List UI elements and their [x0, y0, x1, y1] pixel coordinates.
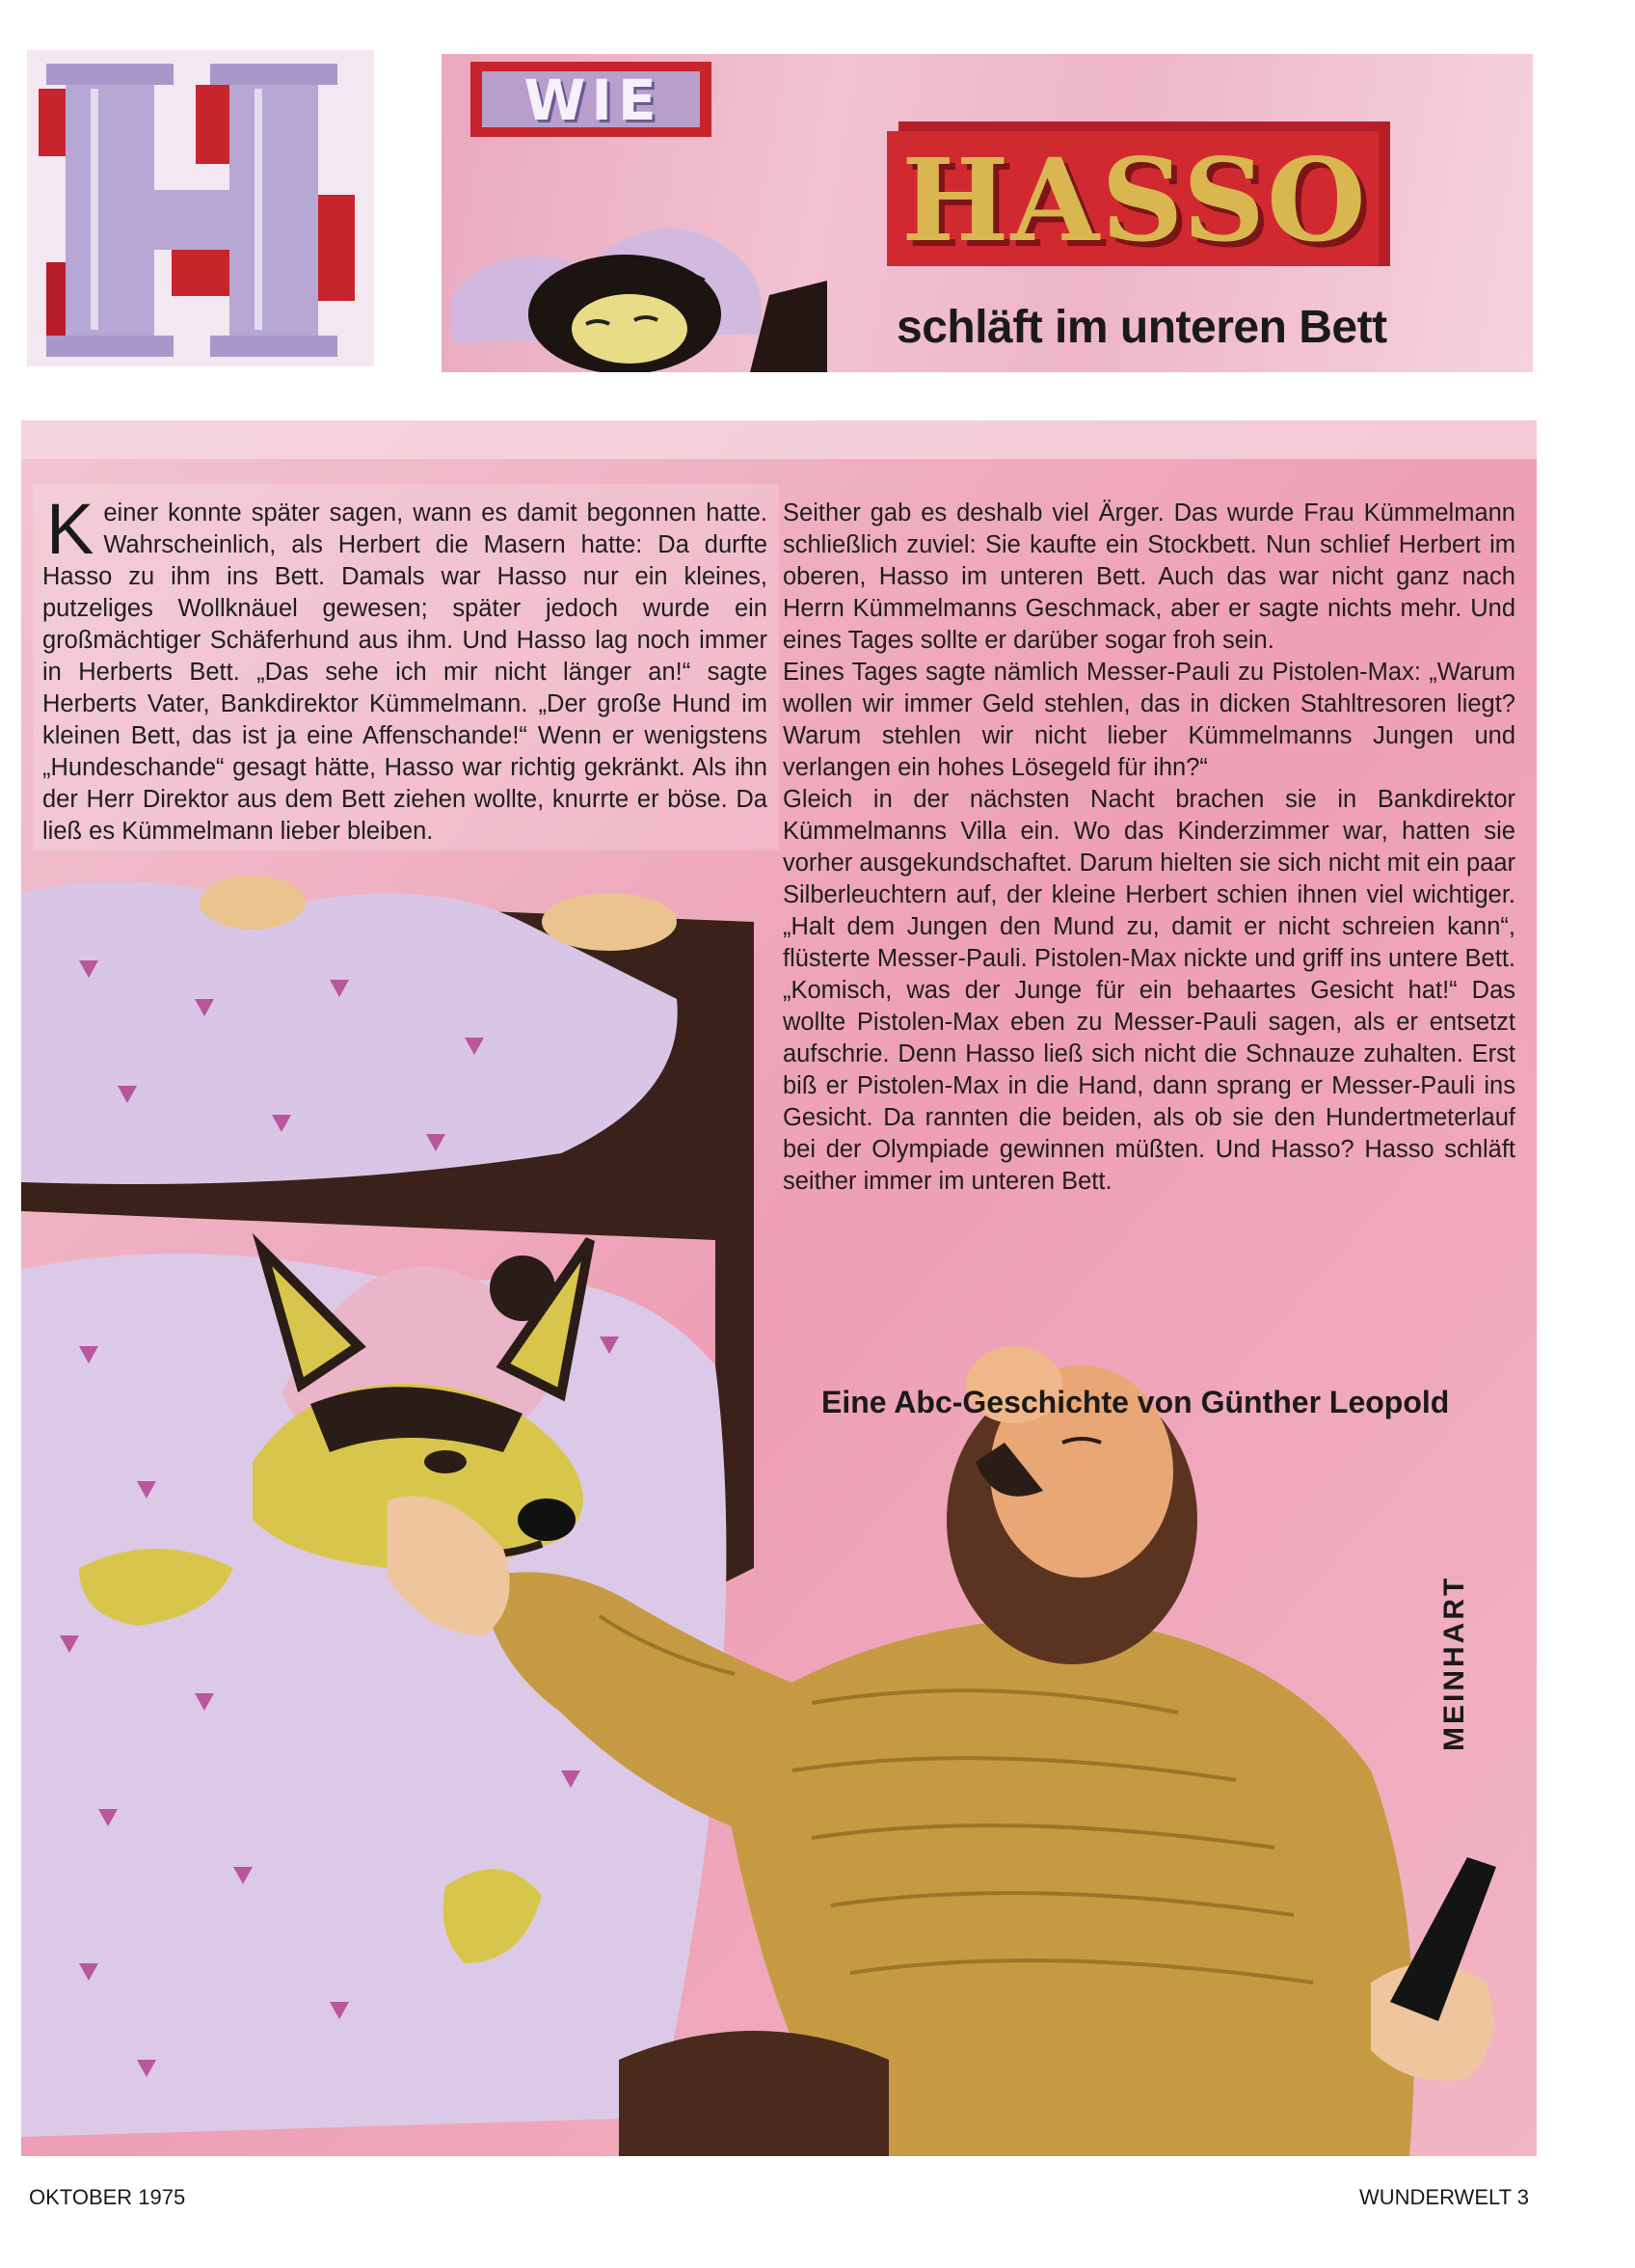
story-paragraph: Seither gab es deshalb viel Ärger. Das wurde Frau Kümmelmann schließlich zuviel: Sie kaufte ein Stockbett. Nun schlief Herbert im oberen, Hasso im unteren Bett. Auch das war nicht ganz nach Herrn Kümmelmanns Geschmack, aber er sagte nichts mehr. Und eines Tages sollte er darüber sogar froh sein.	[783, 500, 1515, 654]
illustrator-signature: MEINHART	[1438, 1575, 1470, 1751]
story-panel	[21, 420, 1537, 2156]
word-wie: WIE	[523, 68, 662, 133]
story-right-column	[783, 498, 1515, 1198]
title-subtitle: schläft im unteren Bett	[897, 302, 1387, 353]
story-paragraph: Keiner konnte später sagen, wann es damit begonnen hatte. Wahrscheinlich, als Herbert die Masern hatte: Da durfte Hasso zu ihm ins Bett. Damals war Hasso nur ein kleines, putzeliges Wollknäuel gewesen; später jedoch wurde ein großmächtiger Schäferhund aus ihm. Und Hasso lag noch immer in Herberts Bett. „Das sehe ich mir nicht länger an!“ sagte Herberts Vater, Bankdirektor Kümmelmann. „Der große Hund im kleinen Bett, das ist ja eine Affenschande!“ Wenn er wenigstens „Hundeschande“ gesagt hätte, Hasso war richtig gekränkt. Als ihn der Herr Direktor aus dem Bett ziehen wollte, knurrte er böse. Da ließ es Kümmelmann lieber bleiben.	[42, 489, 767, 845]
byline: Eine Abc-Geschichte von Günther Leopold	[821, 1385, 1450, 1419]
dropcap-letter: K	[46, 489, 94, 569]
word-hasso: HASSO	[901, 133, 1368, 267]
story-left-column	[42, 489, 767, 848]
story-paragraph: Eines Tages sagte nämlich Messer-Pauli zu Pistolen-Max: „Warum wollen wir immer Geld stehlen, das in dicken Stahltresoren liegt? Warum stehlen wir nicht lieber Kümmelmanns Jungen und verlangen ein hohes Lösegeld für ihn?“	[783, 659, 1515, 781]
footer-date: OKTOBER 1975	[29, 2185, 186, 2209]
footer-page-number: WUNDERWELT 3	[1358, 2185, 1529, 2209]
story-paragraph: Gleich in der nächsten Nacht brachen sie in Bankdirektor Kümmelmanns Villa ein. Wo das Kinderzimmer war, hatten sie vorher ausgekundschaftet. Darum hielten sie sich nicht mit ein paar Silberleuchtern auf, der kleine Herbert schien ihnen viel wichtiger. „Halt dem Jungen den Mund zu, damit er nicht schreien kann“, flüsterte Messer-Pauli. Pistolen-Max nickte und griff ins untere Bett. „Komisch, was der Junge für ein behaartes Gesicht hat!“ Das wollte Pistolen-Max eben zu Messer-Pauli sagen, als er entsetzt aufschrie. Denn Hasso ließ sich nicht die Schnauze zuhalten. Erst biß er Pistolen-Max in die Hand, dann sprang er Messer-Pauli ins Gesicht. Da rannten die beiden, als ob sie den Hundertmeterlauf bei der Olympiade gewinnen müßten. Und Hasso? Hasso schläft seither immer im unteren Bett.	[783, 786, 1515, 1195]
sleeping-child-icon	[528, 255, 721, 372]
